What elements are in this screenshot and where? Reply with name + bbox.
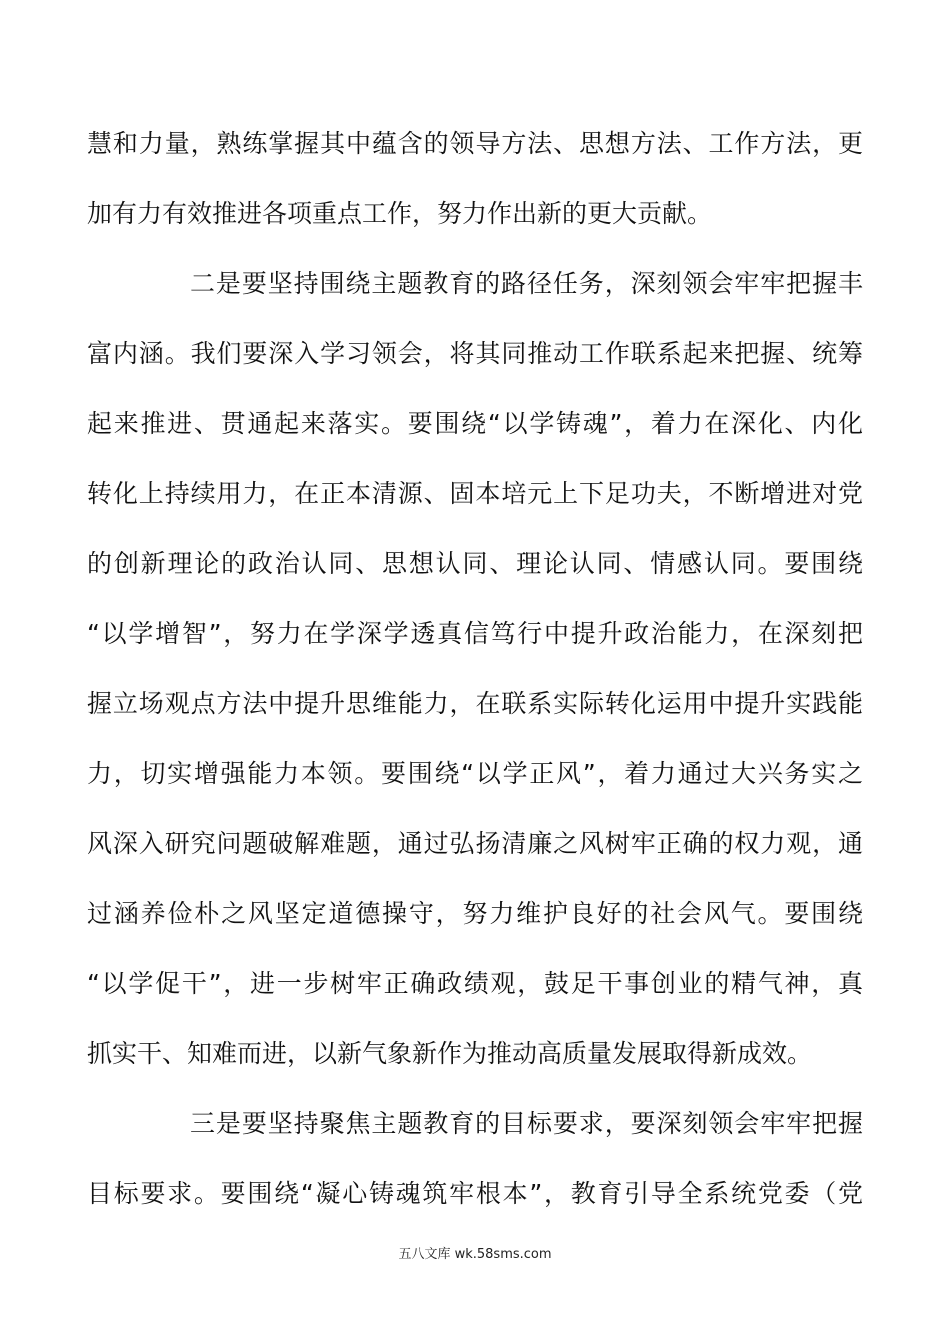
footer-watermark: 五八文库 wk.58sms.com	[398, 1247, 552, 1262]
paragraph-2-line-2: 富内涵。我们要深入学习领会，将其同推动工作联系起来把握、统筹	[87, 339, 863, 368]
paragraph-2-line-4: 转化上持续用力，在正本清源、固本培元上下足功夫，不断增进对党	[87, 479, 863, 508]
paragraph-2-line-10: 过涵养俭朴之风坚定道德操守，努力维护良好的社会风气。要围绕	[87, 899, 863, 928]
paragraph-2-line-7: 握立场观点方法中提升思维能力，在联系实际转化运用中提升实践能	[87, 689, 863, 718]
paragraph-2-line-8: 力，切实增强能力本领。要围绕“以学正风”，着力通过大兴务实之	[87, 759, 863, 788]
paragraph-2-line-11: “以学促干”，进一步树牢正确政绩观，鼓足干事创业的精气神，真	[87, 969, 863, 998]
paragraph-2-line-9: 风深入研究问题破解难题，通过弘扬清廉之风树牢正确的权力观，通	[87, 829, 863, 858]
paragraph-2-line-3: 起来推进、贯通起来落实。要围绕“以学铸魂”，着力在深化、内化	[87, 409, 863, 438]
paragraph-2-line-12: 抓实干、知难而进，以新气象新作为推动高质量发展取得新成效。	[87, 1039, 813, 1068]
paragraph-2-line-1: 二是要坚持围绕主题教育的路径任务，深刻领会牢牢把握丰	[190, 269, 863, 298]
paragraph-1-line-2: 加有力有效推进各项重点工作，努力作出新的更大贡献。	[87, 199, 713, 228]
paragraph-3-line-1: 三是要坚持聚焦主题教育的目标要求，要深刻领会牢牢把握	[190, 1109, 863, 1138]
paragraph-3-line-2: 目标要求。要围绕“凝心铸魂筑牢根本”，教育引导全系统党委（党	[87, 1179, 863, 1208]
paragraph-2-line-6: “以学增智”，努力在学深学透真信笃行中提升政治能力，在深刻把	[87, 619, 863, 648]
paragraph-2-line-5: 的创新理论的政治认同、思想认同、理论认同、情感认同。要围绕	[87, 549, 863, 578]
paragraph-1-line-1: 慧和力量，熟练掌握其中蕴含的领导方法、思想方法、工作方法，更	[87, 129, 863, 158]
